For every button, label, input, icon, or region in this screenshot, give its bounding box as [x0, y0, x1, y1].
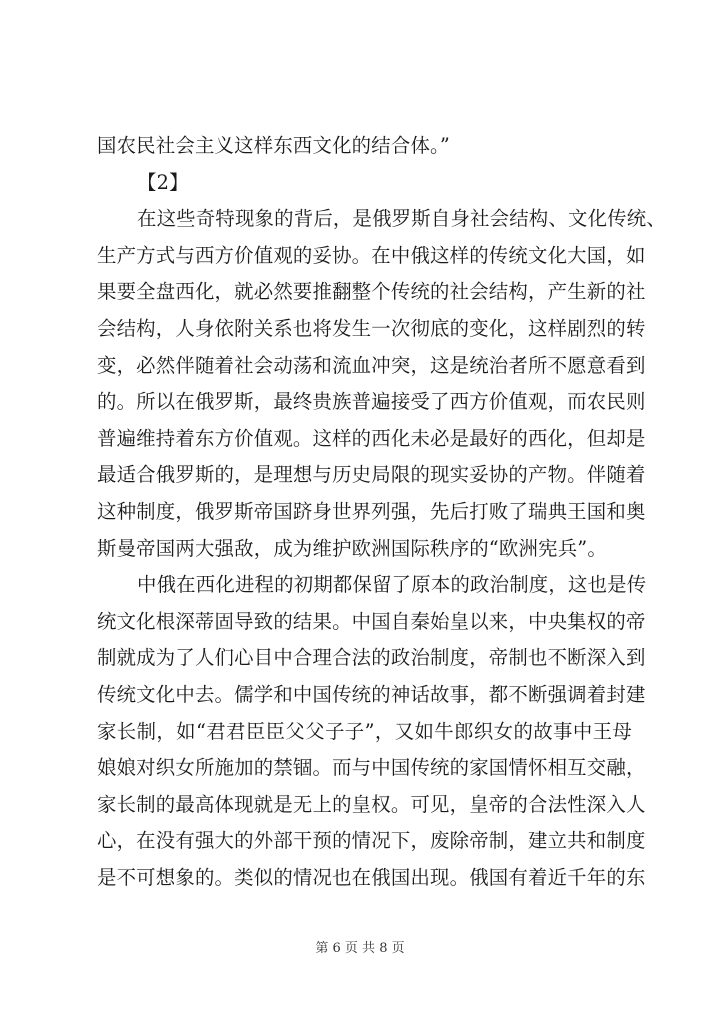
text-line: 心，在没有强大的外部干预的情况下，废除帝制，建立共和制度 — [97, 829, 646, 853]
text-line: 果要全盘西化，就必然要推翻整个传统的社会结构，产生新的社 — [97, 280, 646, 304]
text-line: 会结构，人身依附关系也将发生一次彻底的变化，这样剧烈的转 — [97, 316, 646, 340]
text-line: 家长制的最高体现就是无上的皇权。可见，皇帝的合法性深入人 — [97, 792, 646, 816]
text-line: 普遍维持着东方价值观。这样的西化未必是最好的西化，但却是 — [97, 426, 646, 450]
text-line: 制就成为了人们心目中合理合法的政治制度，帝制也不断深入到 — [97, 646, 646, 670]
text-line: 斯曼帝国两大强敌，成为维护欧洲国际秩序的“欧洲宪兵”。 — [97, 536, 607, 560]
text-line: 是不可想象的。类似的情况也在俄国出现。俄国有着近千年的东 — [97, 865, 646, 889]
text-line: 在这些奇特现象的背后，是俄罗斯自身社会结构、文化传统、 — [137, 207, 666, 231]
text-line: 家长制，如“君君臣臣父父子子”，又如牛郎织女的故事中王母 — [97, 719, 632, 743]
text-line: 生产方式与西方价值观的妥协。在中俄这样的传统文化大国，如 — [97, 243, 646, 267]
text-line: 统文化根深蒂固导致的结果。中国自秦始皇以来，中央集权的帝 — [97, 609, 646, 633]
page-number-footer: 第 6 页 共 8 页 — [315, 941, 405, 956]
text-line: 的。所以在俄罗斯，最终贵族普遍接受了西方价值观，而农民则 — [97, 390, 646, 414]
text-line: 中俄在西化进程的初期都保留了原本的政治制度，这也是传 — [137, 573, 647, 597]
text-line: 娘娘对织女所施加的禁锢。而与中国传统的家国情怀相互交融， — [97, 756, 646, 780]
text-line: 这种制度，俄罗斯帝国跻身世界列强，先后打败了瑞典王国和奥 — [97, 499, 646, 523]
text-line: 变，必然伴随着社会动荡和流血冲突，这是统治者所不愿意看到 — [97, 353, 646, 377]
text-line: 传统文化中去。儒学和中国传统的神话故事，都不断强调着封建 — [97, 682, 646, 706]
text-line: 最适合俄罗斯的，是理想与历史局限的现实妥协的产物。伴随着 — [97, 463, 646, 487]
section-marker: 【2】 — [137, 170, 189, 194]
body-text — [97, 128, 666, 896]
text-line: 国农民社会主义这样东西文化的结合体。” — [97, 134, 451, 157]
